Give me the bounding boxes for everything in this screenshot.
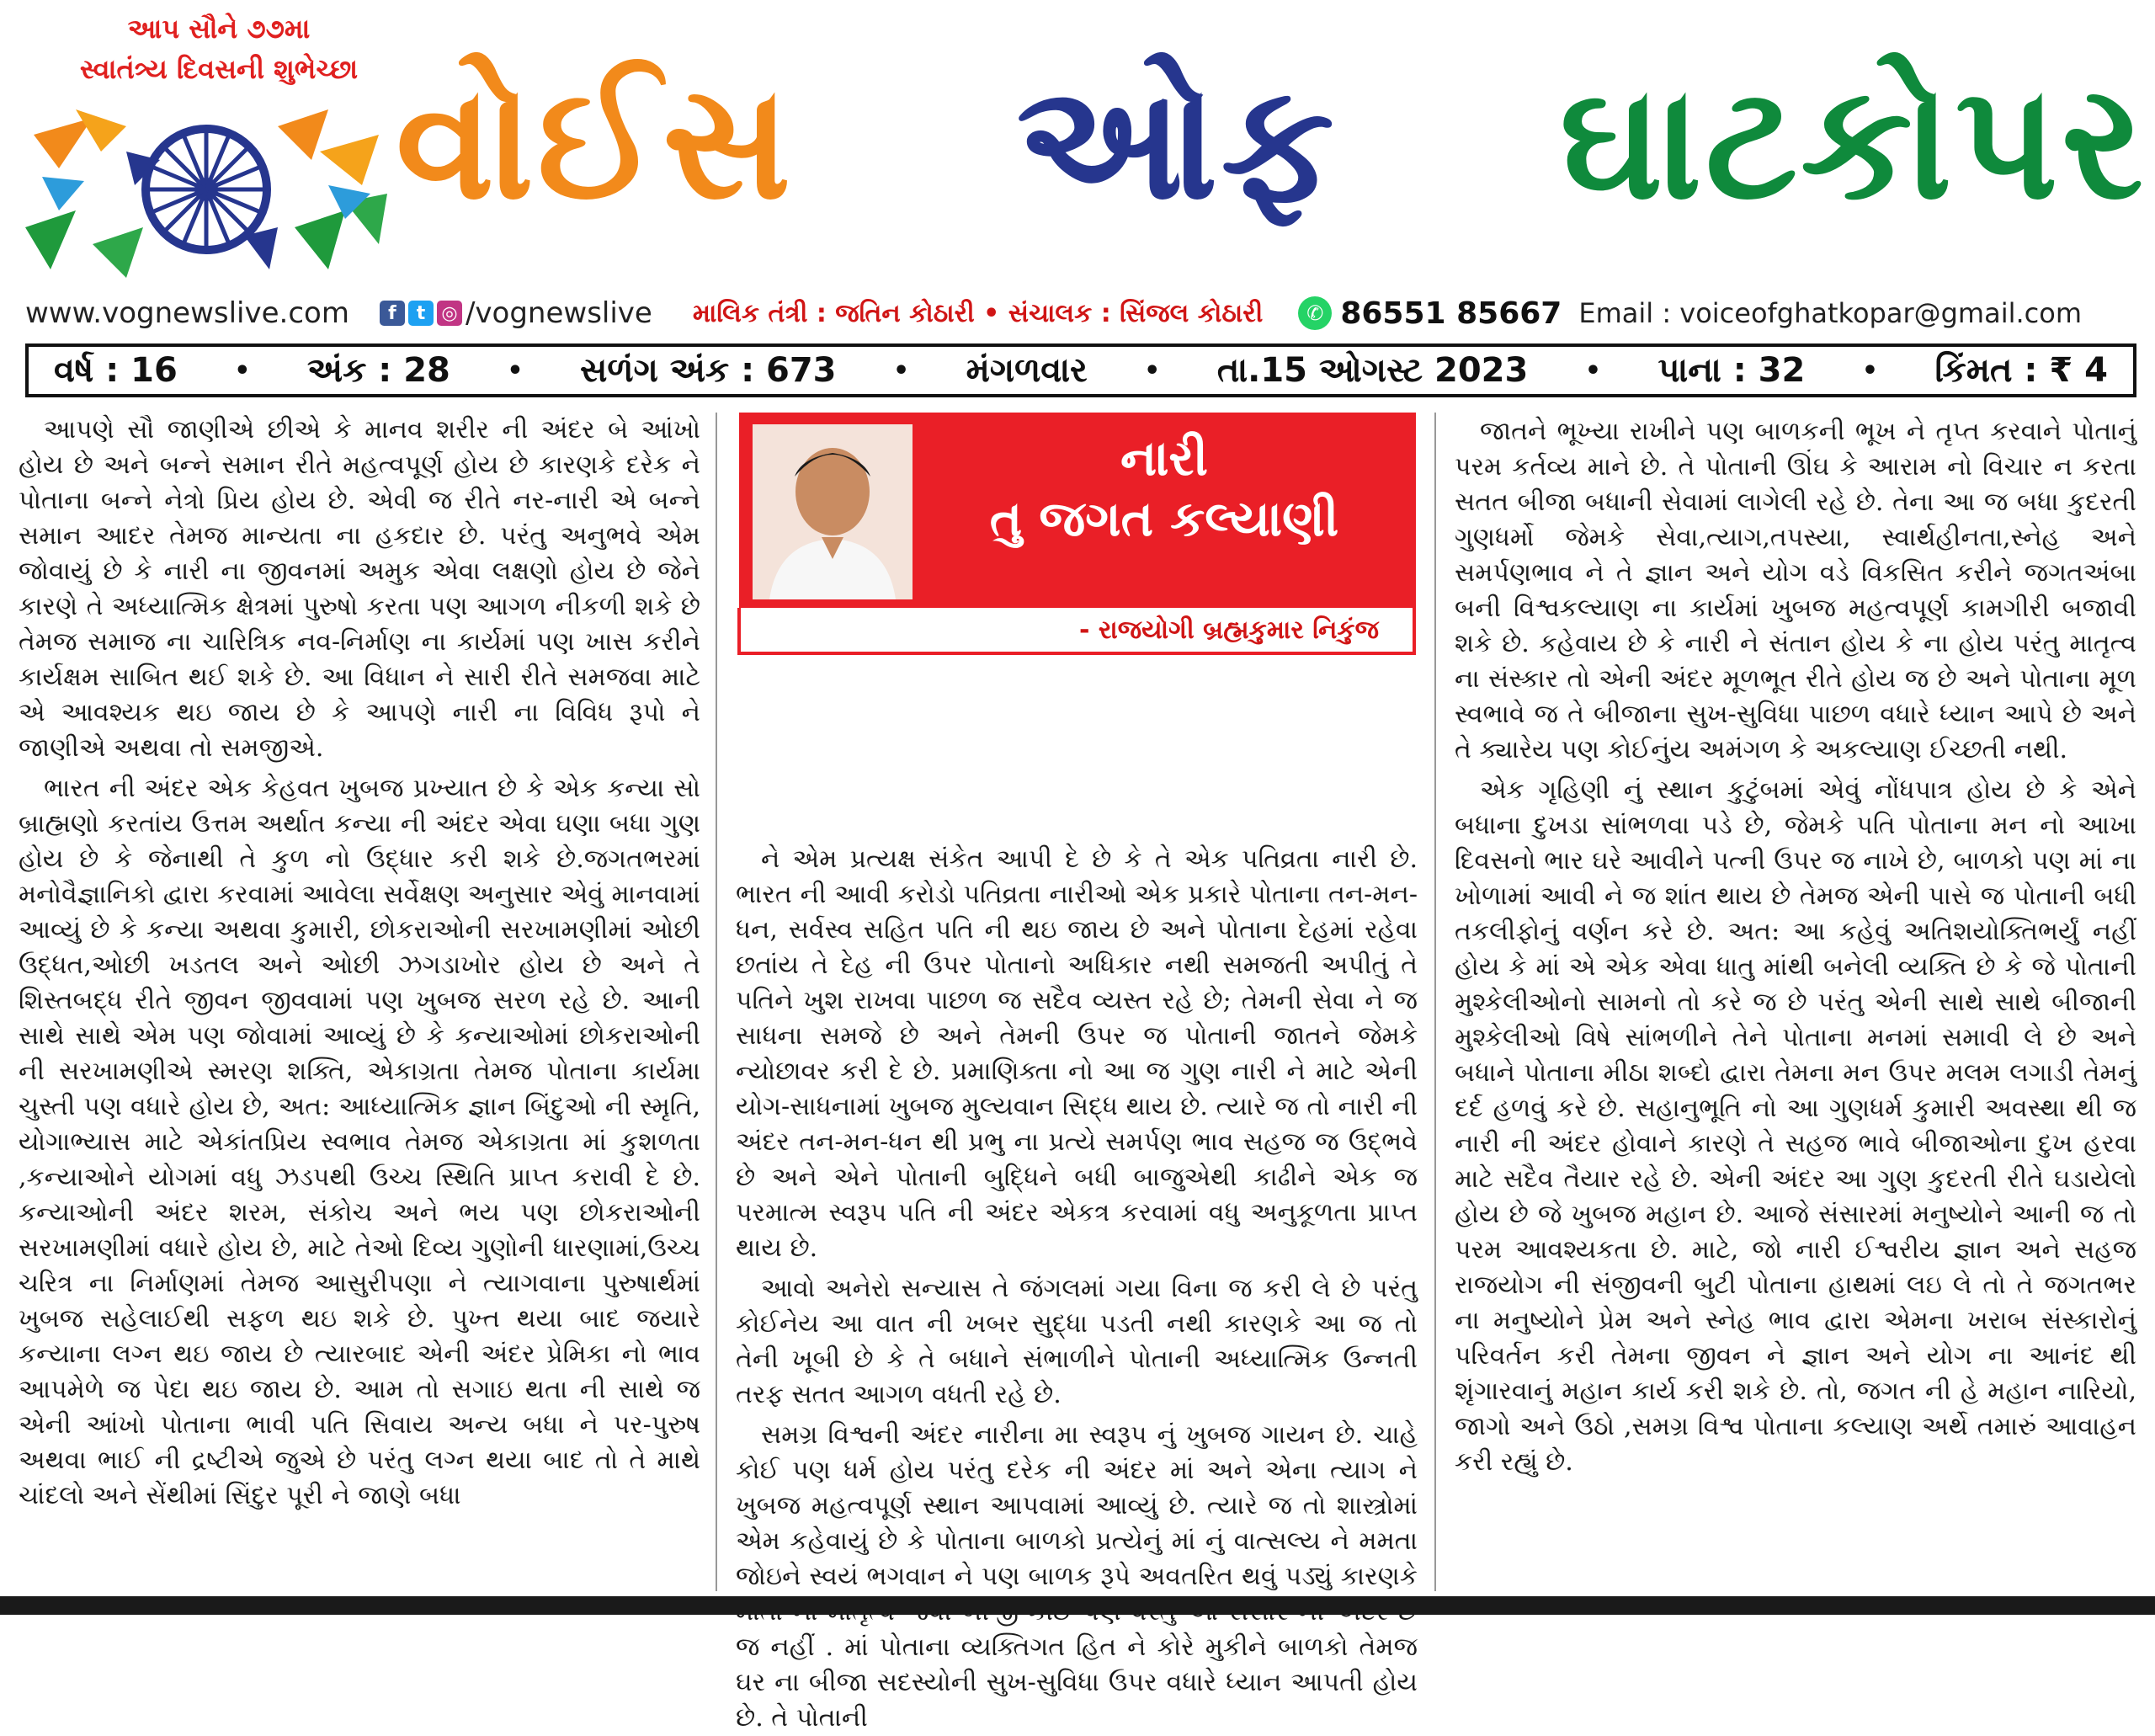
- twitter-icon[interactable]: t: [408, 301, 434, 326]
- bottom-border-band: [0, 1596, 2155, 1615]
- article-paragraph: એક ગૃહિણી નું સ્થાન કુટુંબમાં એવું નોંધપાત્ર હોય છે કે એને બધાના દુખડા સાંભળવા પડે છે, જેમકે પતિ પોતાના મન નો આખા દિવસનો ભાર ઘરે આવીને પત્ની ઉપર જ નાખે છે, બાળકો પણ માં ના ખોળામાં આવી ને જ શાંત થાય છે તેમજ એની પાસે જ પોતાની બધી તકલીફોનું વર્ણન કરે છે. અત: આ કહેવું અતિશયોક્તિભર્યું નહીં હોય કે માં એ એક એવા ધાતુ માંથી બનેલી વ્યક્તિ છે કે જે પોતાની મુશ્કેલીઓનો સામનો તો કરે જ છે પરંતુ એની સાથે સાથે બીજાની મુશ્કેલીઓ વિષે સાંભળીને તેને પોતાના મનમાં સમાવી લે છે અને બધાને પોતાના મીઠા શબ્દો દ્વારા તેમના મન ઉપર મલમ લગાડી તેમનું દર્દ હળવું કરે છે. સહાનુભૂતિ નો આ ગુણધર્મ કુમારી અવસ્થા થી જ નારી ની અંદર હોવાને કારણે તે સહજ ભાવે બીજાઓના દુખ હરવા માટે સદૈવ તૈયાર રહે છે. એની અંદર આ ગુણ કુદરતી રીતે ઘડાયેલો હોય છે જે ખુબજ મહાન છે. આજે સંસારમાં મનુષ્યોને આની જ તો પરમ આવશ્યકતા છે. માટે, જો નારી ઈશ્વરીય જ્ઞાન અને સહજ રાજયોગ ની સંજીવની બુટી પોતાના હાથમાં લઇ લે તો તે જગતભર ના મનુષ્યોને પ્રેમ અને સ્નેહ ભાવ દ્વારા એમના ખરાબ સંસ્કારોનું પરિવર્તન કરી તેમના જીવન ને જ્ઞાન અને યોગ ના આનંદ થી શૃંગારવાનું મહાન કાર્ય કરી શકે છે. તો, જગત ની હે મહાન નારિયો, જાગો અને ઉઠો ,સમગ્ર વિશ્વ પોતાના કલ્યાણ અર્થે તમારું આવાહન કરી રહ્યું છે.: [1455, 775, 2136, 1477]
- feature-author: - રાજયોગી બ્રહ્મકુમાર નિકુંજ: [737, 608, 1416, 655]
- issue-number: અંક : 28: [306, 351, 450, 390]
- article-column-3: [1455, 414, 2136, 1593]
- issue-date: તા.15 ઓગસ્ટ 2023: [1216, 351, 1529, 390]
- info-line: [25, 293, 2138, 333]
- issue-pages: પાના : 32: [1657, 351, 1806, 390]
- feature-title-line-2: તુ જગત કલ્યાણી: [989, 490, 1339, 547]
- phone-contact: [1298, 296, 1562, 331]
- issue-day: મંગળવાર: [966, 351, 1088, 390]
- column-divider: [716, 413, 717, 1591]
- chakra-logo-icon: [25, 101, 387, 278]
- masthead-word-3: ઘાટકોપર: [1559, 51, 2147, 235]
- issue-price: કિંમત : ₹ 4: [1934, 351, 2108, 390]
- feature-title: [913, 428, 1416, 549]
- article-paragraph: આવો અનેરો સન્યાસ તે જંગલમાં ગયા વિના જ કરી લે છે પરંતુ કોઈનેય આ વાત ની ખબર સુદ્ધા પડતી નથી કારણકે આ જ તો તેની ખૂબી છે કે તે બધાને સંભાળીને પોતાની અધ્યાત્મિક ઉન્નતી તરફ સતત આગળ વધતી રહે છે.: [736, 1274, 1418, 1409]
- article-paragraph: આપણે સૌ જાણીએ છીએ કે માનવ શરીર ની અંદર બે આંખો હોય છે અને બન્ને સમાન રીતે મહત્વપૂર્ણ હોય છે કારણકે દરેક ને પોતાના બન્ને નેત્રો પ્રિય હોય છે. એવી જ રીતે નર-નારી એ બન્ને સમાન આદર તેમજ માન્યતા ના હકદાર છે. પરંતુ અનુભવે એમ જોવાયું છે કે નારી ના જીવનમાં અમુક એવા લક્ષણો હોય છે જેને કારણે તે અધ્યાત્મિક ક્ષેત્રમાં પુરુષો કરતા પણ આગળ નીકળી શકે છે તેમજ સમાજ ના ચારિત્રિક નવ-નિર્માણ ના કાર્યમાં પણ ખાસ કરીને કાર્યક્ષમ સાબિત થઈ શકે છે. આ વિધાન ને સારી રીતે સમજવા માટે એ આવશ્યક થઇ જાય છે કે આપણે નારી ના વિવિધ રૂપો ને જાણીએ અથવા તો સમજીએ.: [19, 415, 700, 763]
- greeting-line-2: સ્વાતંત્ર્ય દિવસની શુભેચ્છા: [79, 53, 359, 85]
- issue-year: વર્ષ : 16: [54, 351, 178, 390]
- facebook-icon[interactable]: f: [380, 301, 405, 326]
- author-portrait: [753, 424, 913, 599]
- owner-credits: માલિક તંત્રી : જતિન કોઠારી • સંચાલક : સિંજલ કોઠારી: [692, 298, 1264, 328]
- website-link[interactable]: www.vognewslive.com: [25, 296, 349, 330]
- issue-details-bar: [25, 343, 2136, 397]
- masthead-word-1: વોઈસ: [396, 51, 795, 235]
- instagram-icon[interactable]: ◎: [437, 301, 462, 326]
- phone-number[interactable]: 86551 85667: [1340, 296, 1562, 331]
- article-column-2: [736, 842, 1418, 1733]
- article-paragraph: ભારત ની અંદર એક કેહવત ખુબજ પ્રખ્યાત છે કે એક કન્યા સો બ્રાહ્મણો કરતાંય ઉત્તમ અર્થાત કન્યા ની અંદર એવા ઘણા બધા ગુણ હોય છે કે જેનાથી તે કુળ નો ઉદ્ધાર કરી શકે છે.જગતભરમાં મનોવૈજ્ઞાનિકો દ્વારા કરવામાં આવેલા સર્વેક્ષણ અનુસાર એવું માનવામાં આવ્યું છે કે કન્યા અથવા કુમારી, છોકરાઓની સરખામણીમાં ઓછી ઉદ્ધત,ઓછી ખડતલ અને ઓછી ઝગડાખોર હોય છે અને તે શિસ્તબદ્ધ રીતે જીવન જીવવામાં પણ ખુબજ સરળ રહે છે. આની સાથે સાથે એમ પણ જોવામાં આવ્યું છે કે કન્યાઓમાં છોકરાઓની ની સરખામણીએ સ્મરણ શક્તિ, એકાગ્રતા તેમજ પોતાના કાર્યમા ચુસ્તી પણ વધારે હોય છે, અત: આધ્યાત્મિક જ્ઞાન બિંદુઓ ની સ્મૃતિ, યોગાભ્યાસ માટે એકાંતપ્રિય સ્વભાવ તેમજ એકાગ્રતા માં કુશળતા ,કન્યાઓને યોગમાં વધુ ઝડપથી ઉચ્ચ સ્થિતિ પ્રાપ્ત કરાવી દે છે. કન્યાઓની અંદર શરમ, સંકોચ અને ભય પણ છોકરાઓની સરખામણીમાં વધારે હોય છે, માટે તેઓ દિવ્ય ગુણોની ધારણામાં,ઉચ્ચ ચરિત્ર ના નિર્માણમાં તેમજ આસુરીપણા ને ત્યાગવાના પુરુષાર્થમાં ખુબજ સહેલાઈથી સફળ થઇ શકે છે. પુખ્ત થયા બાદ જયારે કન્યાના લગ્ન થઇ જાય છે ત્યારબાદ એની અંદર પ્રેમિકા નો ભાવ આપમેળે જ પેદા થઇ જાય છે. આમ તો સગાઇ થતા ની સાથે જ એની આંખો પોતાના ભાવી પતિ સિવાય અન્ય બધા ને પર-પુરુષ અથવા ભાઈ ની દ્રષ્ટીએ જુએ છે પરંતુ લગ્ન થયા બાદ તો તે માથે ચાંદલો અને સેંથીમાં સિંદુર પૂરી ને જાણે બધા: [19, 774, 700, 1510]
- issue-separator: •: [892, 355, 910, 386]
- article-column-1: [19, 413, 700, 1591]
- feature-header-box: [739, 413, 1416, 611]
- issue-separator: •: [1584, 355, 1601, 386]
- issue-serial: સળંગ અંક : 673: [580, 351, 837, 390]
- newspaper-masthead: [396, 0, 2147, 286]
- issue-separator: •: [507, 355, 524, 386]
- social-handle[interactable]: /vognewslive: [465, 296, 652, 330]
- issue-separator: •: [234, 355, 251, 386]
- whatsapp-icon: ✆: [1298, 296, 1332, 330]
- feature-title-line-1: નારી: [1120, 429, 1208, 487]
- article-paragraph: જાતને ભૂખ્યા રાખીને પણ બાળકની ભૂખ ને તૃપ્ત કરવાને પોતાનું પરમ કર્તવ્ય માને છે. તે પોતાની ઊંઘ કે આરામ નો વિચાર ન કરતા સતત બીજા બધાની સેવામાં લાગેલી રહે છે. તેના આ જ બધા કુદરતી ગુણધર્મો જેમકે સેવા,ત્યાગ,તપસ્યા, સ્વાર્થહીનતા,સ્નેહ અને સમર્પણભાવ ને તે જ્ઞાન અને યોગ વડે વિકસિત કરીને જગતઅંબા બની વિશ્વકલ્યાણ ના કાર્યમાં ખુબજ મહત્વપૂર્ણ કામગીરી બજાવી શકે છે. કહેવાય છે કે નારી ને સંતાન હોય કે ના હોય પરંતુ માતૃત્વ ના સંસ્કાર તો એની અંદર મૂળભૂત રીતે હોય જ છે અને પોતાના મૂળ સ્વભાવે જ તે બીજાના સુખ-સુવિધા પાછળ વધારે ધ્યાન આપે છે અને તે ક્યારેય પણ કોઈનુંય અમંગળ કે અકલ્યાણ ઈચ્છતી નથી.: [1455, 417, 2136, 764]
- greeting-line-1: આપ સૌને ૭૭મા: [127, 13, 311, 45]
- issue-separator: •: [1861, 355, 1878, 386]
- column-divider: [1434, 413, 1436, 1591]
- article-paragraph: ને એમ પ્રત્યક્ષ સંકેત આપી દે છે કે તે એક પતિવ્રતા નારી છે. ભારત ની આવી કરોડો પતિવ્રતા નારીઓ એક પ્રકારે પોતાના તન-મન-ધન, સર્વસ્વ સહિત પતિ ની થઇ જાય છે અને પોતાના દેહમાં રહેવા છતાંય તે દેહ ની ઉપર પોતાનો અધિકાર નથી સમજતી અપીતું તે પતિને ખુશ રાખવા પાછળ જ સદૈવ વ્યસ્ત રહે છે; તેમની સેવા ને જ સાધના સમજે છે અને તેમની ઉપર જ પોતાની જાતને જેમકે ન્યોછાવર કરી દે છે. પ્રમાણિક્તા નો આ જ ગુણ નારી ને માટે એની યોગ-સાધનામાં ખુબજ મુલ્યવાન સિદ્ધ થાય છે. ત્યારે જ તો નારી ની અંદર તન-મન-ધન થી પ્રભુ ના પ્રત્યે સમર્પણ ભાવ સહજ જ ઉદ્ભવે છે અને એને પોતાની બુદ્ધિને બધી બાજુએથી કાઢીને એક જ પરમાત્મ સ્વરૂપ પતિ ની અંદર એકત્ર કરવામાં વધુ અનુકૂળતા પ્રાપ્ત થાય છે.: [736, 844, 1418, 1263]
- social-icons: [380, 301, 462, 326]
- article-paragraph: સમગ્ર વિશ્વની અંદર નારીના મા સ્વરૂપ નું ખુબજ ગાયન છે. ચાહે કોઈ પણ ધર્મ હોય પરંતુ દરેક ની અંદર માં અને એના ત્યાગ ને ખુબજ મહત્વપૂર્ણ સ્થાન આપવામાં આવ્યું છે. ત્યારે જ તો શાસ્ત્રોમાં એમ કહેવાયું છે કે પોતાના બાળકો પ્રત્યેનું માં નું વાત્સલ્ય ને મમતા જોઇને સ્વયં ભગવાન ને પણ બાળક રૂપે અવતરિત થવું પડ્યું કારણકે જ નહીં . માં પોતાના વ્યક્તિગત હિત ને કોરે મુકીને બાળકો તેમજ ઘર ના બીજા સદસ્યોની સુખ-સુવિધા ઉપર વધારે ધ્યાન આપતી હોય છે. તે પોતાની: [736, 1420, 1418, 1733]
- masthead-word-2: ઓફ: [1016, 51, 1338, 235]
- independence-greeting: [34, 8, 404, 89]
- email-address[interactable]: Email : voiceofghatkopar@gmail.com: [1578, 297, 2082, 329]
- issue-separator: •: [1144, 355, 1161, 386]
